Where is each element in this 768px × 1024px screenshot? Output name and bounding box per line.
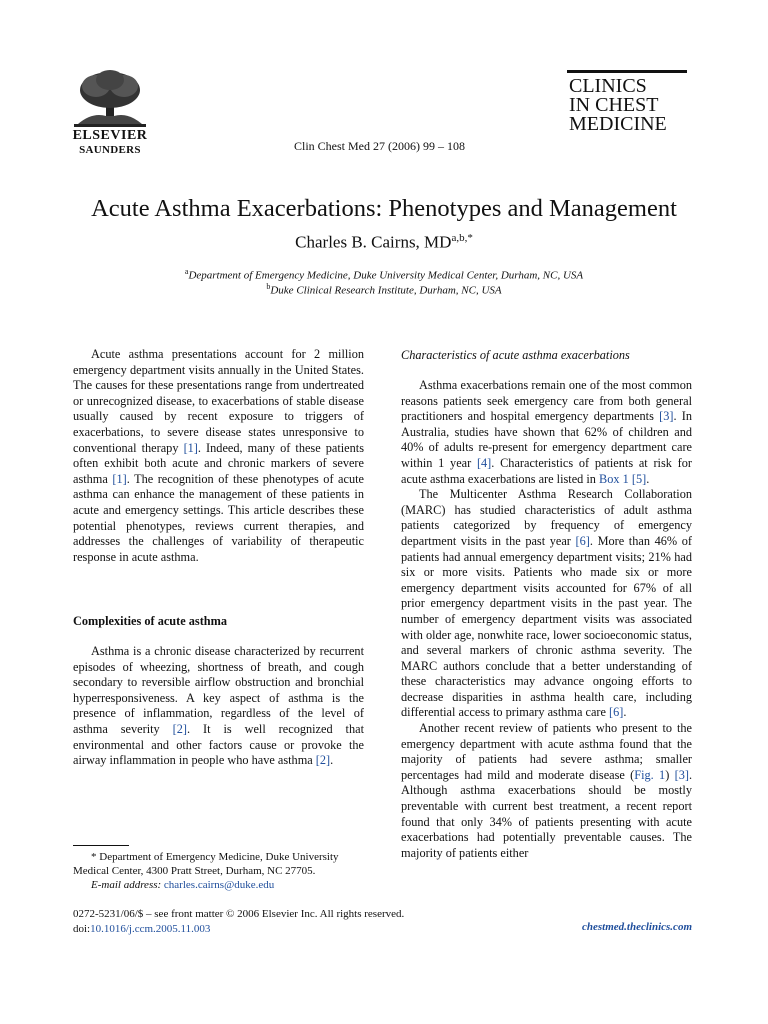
body-text: The Multicenter Asthma Research Collaboration (MARC) has studied characteristics of adult asthma patients categorized by frequency of emergency department visits in the past year [401, 487, 692, 548]
elsevier-tree-icon [72, 68, 148, 128]
journal-title-line: IN CHEST [569, 94, 659, 116]
author-name: Charles B. Cairns, MD [295, 232, 452, 252]
affiliation-mark: b [266, 282, 271, 291]
article-title: Acute Asthma Exacerbations: Phenotypes and Management [91, 195, 677, 222]
affiliation-b [0, 282, 768, 297]
reference-link[interactable]: [1] [112, 471, 127, 486]
copyright-block [73, 907, 404, 937]
footnote-line: Medical Center, 4300 Pratt Street, Durham, NC 27705. [73, 865, 316, 877]
doi-line [73, 922, 404, 937]
body-text: Acute asthma presentations account for 2 million emergency department visits annually in the United States. The causes for these presentations range from undertreated or unrecognized disease, to exacerbations of stable disease usually caused by recent exposure to triggers of exacerbations, to severe disease states unresponsive to conventional therapy [73, 347, 364, 455]
intro-paragraph [73, 347, 364, 565]
publisher-imprint: SAUNDERS [79, 144, 141, 156]
footnote-email-line [73, 878, 373, 892]
body-text: . [623, 705, 627, 720]
reference-link[interactable]: [5] [631, 471, 647, 486]
reference-link[interactable]: [6] [609, 705, 624, 720]
journal-title-line: MEDICINE [569, 113, 667, 135]
reference-link[interactable]: [1] [183, 440, 198, 455]
reference-link[interactable]: [3] [659, 409, 674, 424]
body-text: Another recent review of patients who present to the emergency department with acute asthma found that the majority of patients had severe asthma; smaller percentages had mild and moderate disease ( [401, 721, 692, 782]
footnote-rule [73, 845, 129, 846]
publisher-name: ELSEVIER [72, 128, 148, 143]
affiliation-mark: a [184, 267, 189, 276]
right-column-body [401, 378, 692, 861]
journal-title [569, 77, 667, 134]
paragraph [401, 721, 692, 861]
elsevier-logo [72, 68, 148, 158]
journal-website-link[interactable]: chestmed.theclinics.com [582, 921, 692, 933]
body-text: Asthma is a chronic disease characterized by recurrent episodes of wheezing, shortness of breath, and cough secondary to reversible airflow obstruction and bronchial hyperresponsiveness. A key aspect of asthma is the presence of inflammation, regardless of the level of asthma severity [73, 644, 364, 736]
reference-link[interactable]: [2] [315, 753, 331, 768]
journal-citation: Clin Chest Med 27 (2006) 99 – 108 [294, 139, 465, 153]
paragraph [401, 487, 692, 721]
reference-link[interactable]: [6] [575, 533, 590, 548]
footnote-line: * Department of Emergency Medicine, Duke University [91, 851, 339, 863]
affiliation-text: Department of Emergency Medicine, Duke University Medical Center, Durham, NC, USA [188, 269, 584, 282]
reference-link[interactable]: [3] [674, 767, 689, 782]
box-link[interactable]: Box 1 [599, 471, 629, 486]
body-text: Asthma exacerbations remain one of the most common reasons patients seek emergency care from both general practitioners and hospital emergency departments [401, 378, 692, 424]
body-text: . The recognition of these phenotypes of acute asthma can enhance the management of these patients in acute and emergency settings. This article describes these potential phenotypes, reviews current therapies, and addresses the challenges of variability of therapeutic response in acute asthma. [73, 471, 364, 564]
body-text: . [330, 753, 334, 768]
doi-link[interactable]: 10.1016/j.ccm.2005.11.003 [90, 923, 211, 935]
body-text: . Although asthma exacerbations should be mostly preventable with current best treatment, a recent report found that only 34% of patients presenting with acute exacerbations had potentially preventable causes. The majority of patients either [401, 767, 693, 860]
affiliation-text: Duke Clinical Research Institute, Durham, NC, USA [270, 284, 502, 297]
email-link[interactable]: charles.cairns@duke.edu [163, 879, 275, 891]
paragraph [401, 378, 692, 487]
journal-title-line: CLINICS [569, 75, 647, 97]
figure-link[interactable]: Fig. 1 [634, 767, 666, 782]
complexities-paragraph [73, 644, 364, 769]
body-text: ) [665, 767, 675, 782]
issn-copyright: 0272-5231/06/$ – see front matter © 2006 Elsevier Inc. All rights reserved. [73, 908, 405, 920]
author-line [0, 232, 768, 253]
reference-link[interactable]: [2] [172, 721, 187, 736]
body-text: . [646, 471, 650, 486]
doi-label: doi: [73, 923, 91, 935]
body-text: . Characteristics of patients at risk for acute asthma exacerbations are listed in [401, 455, 692, 486]
reference-link[interactable]: [4] [476, 455, 492, 470]
affiliation-a [0, 267, 768, 282]
subsection-heading: Characteristics of acute asthma exacerbations [401, 348, 630, 362]
body-text: . In Australia, studies have shown that 62% of children and 40% of adults re-present for emergency department care within 1 year [401, 409, 692, 470]
body-text: . Indeed, many of these patients often exhibit both acute and chronic markers of severe asthma [73, 440, 364, 486]
corresponding-author-footnote [73, 850, 373, 892]
email-label: E-mail address: [91, 879, 162, 891]
body-text: . More than 46% of patients had annual emergency department visits; 21% had six or more visits. Patients who made six or more emergency department visits accounted for 67% of all prior emergency department visits in the past year. The number of emergency department visits was associated with older age, nonwhite race, lower socioeconomic status, and several markers of chronic asthma severity. The MARC authors conclude that a better understanding of these characteristics may advance ongoing efforts to decrease disparities in asthma health care, including differential access to primary asthma care [401, 533, 692, 720]
section-heading: Complexities of acute asthma [73, 614, 228, 628]
journal-title-rule [567, 70, 687, 73]
body-text: . It is well recognized that environmental and other factors cause or provoke the airway inflammation in people who have asthma [73, 721, 364, 768]
author-affiliation-marks: a,b,* [451, 232, 473, 244]
